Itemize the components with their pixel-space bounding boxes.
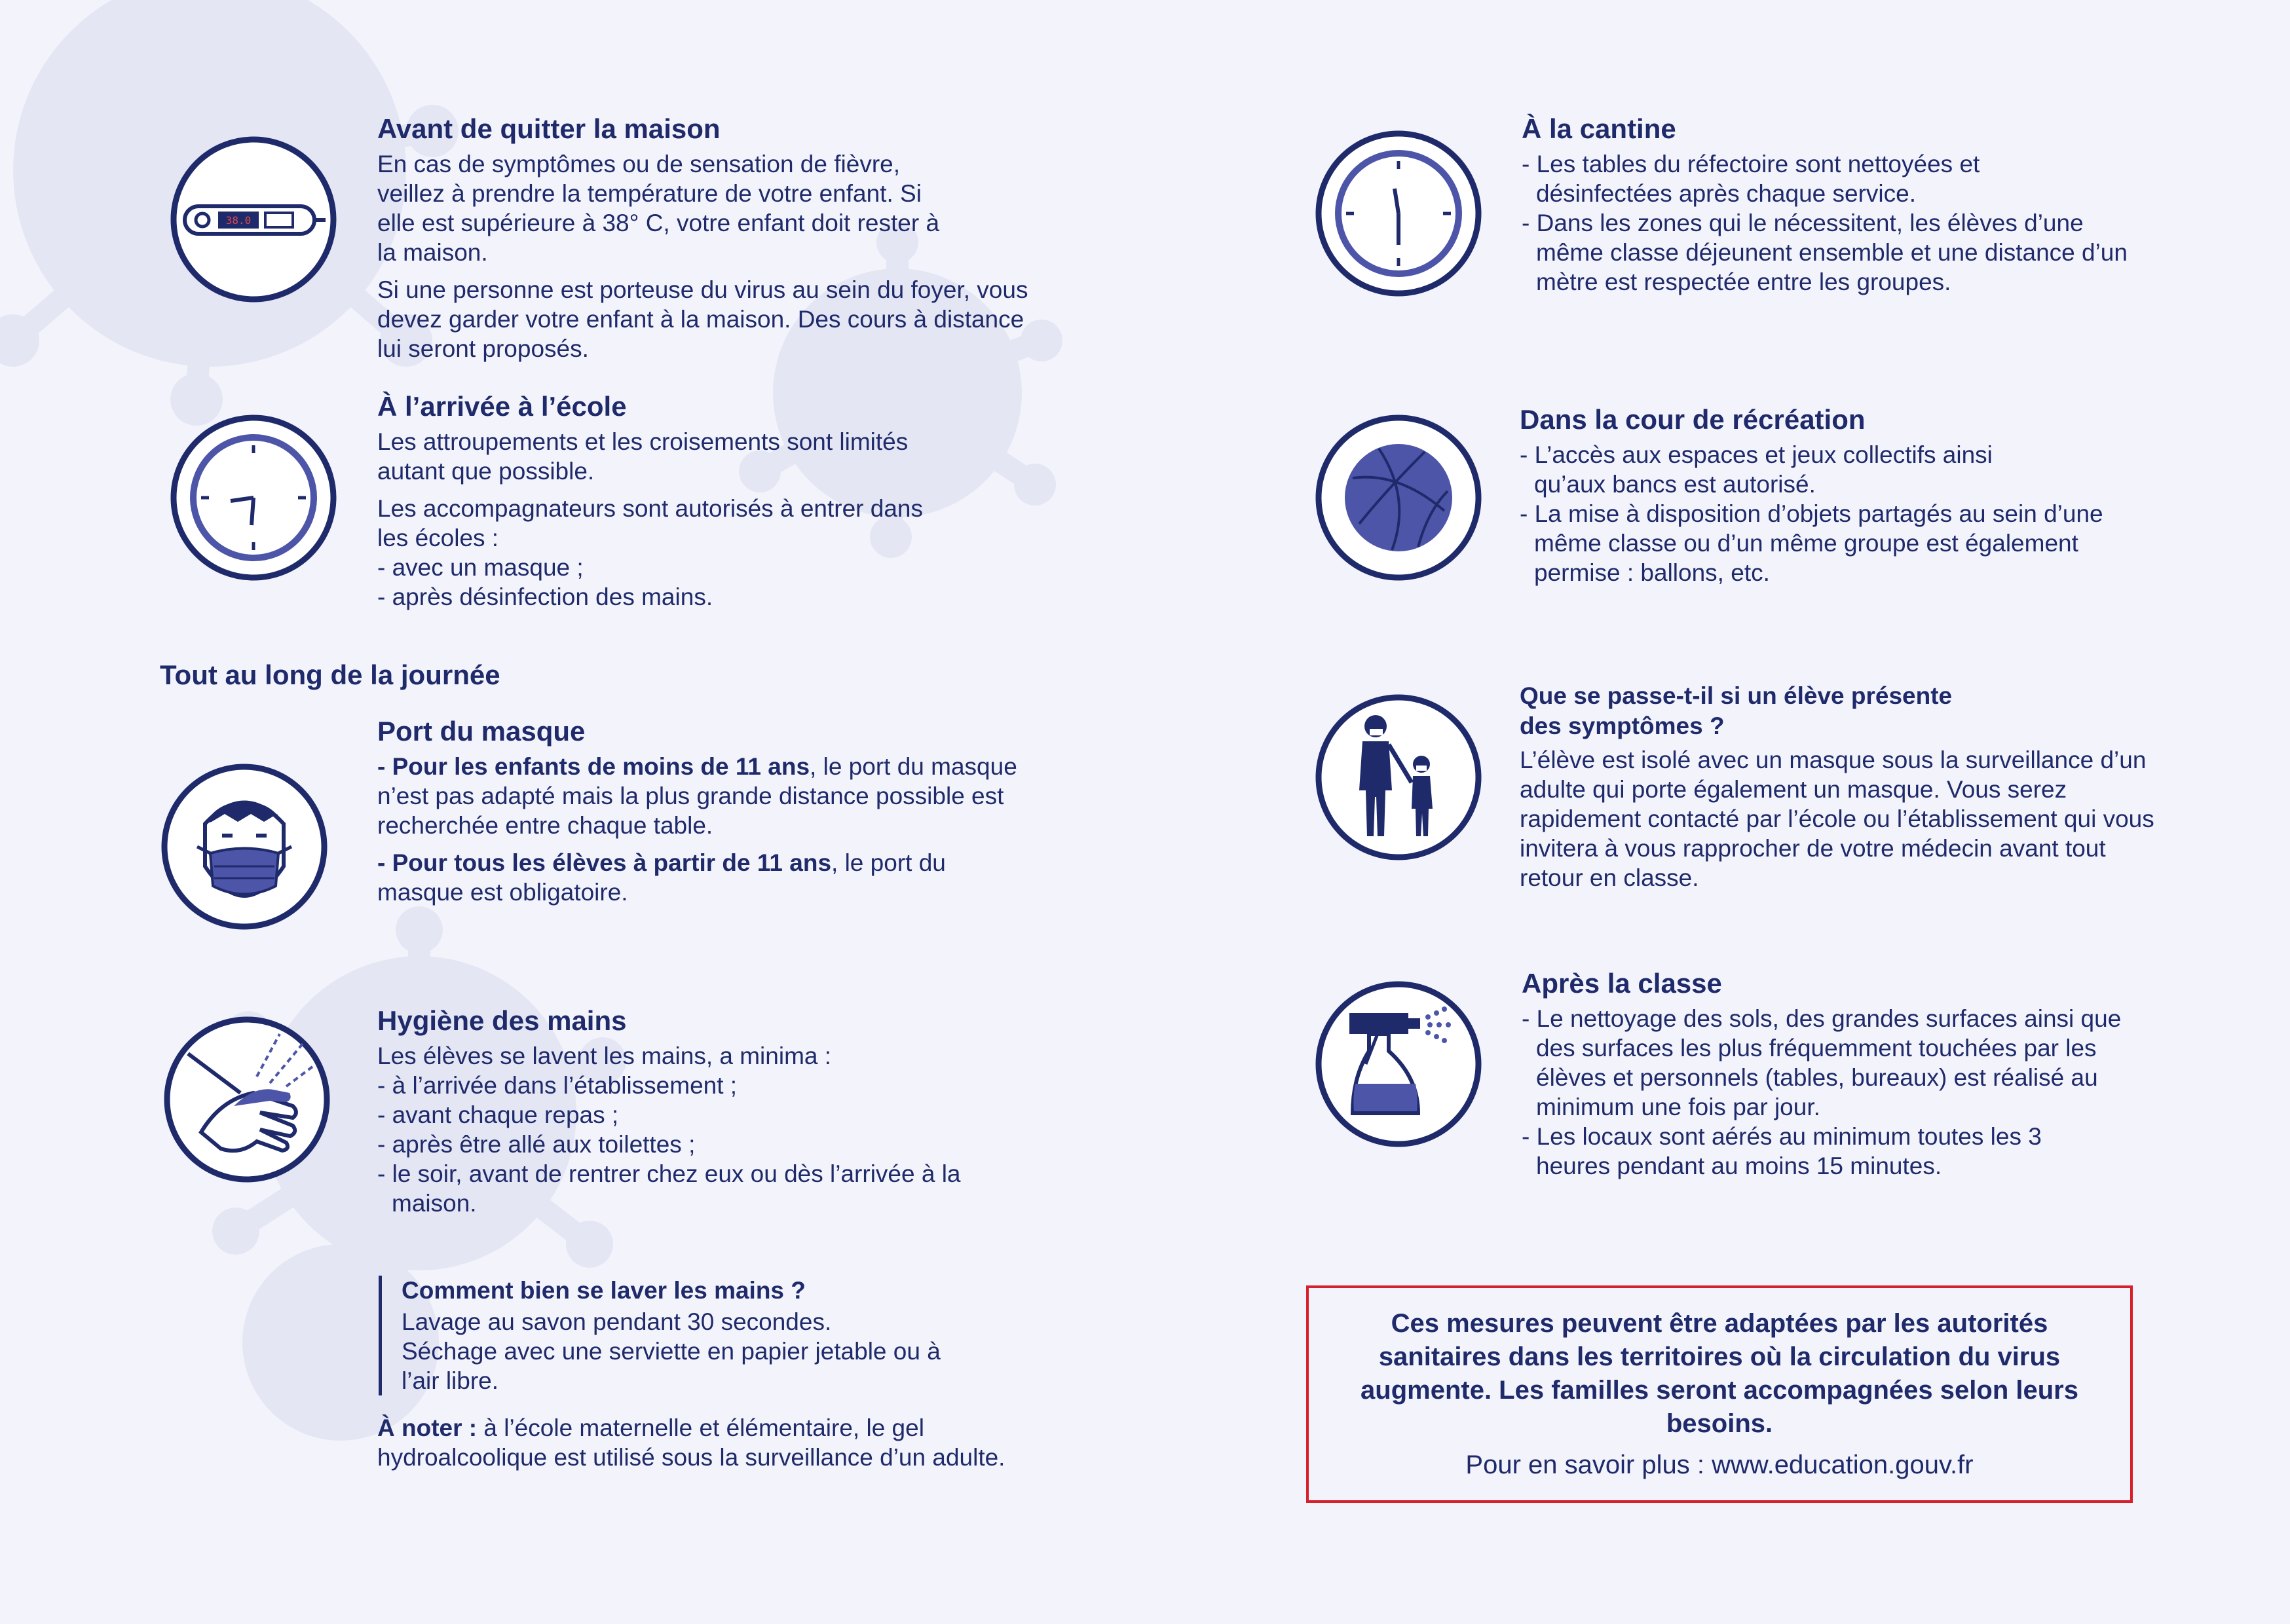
canteen-title: À la cantine [1522, 113, 1676, 144]
home-paragraph-1: En cas de symptômes ou de sensation de fièvre, veillez à prendre la température de votre enfant. Si elle est supérieure à 38° C, votre enfant doit rester à la maison. [377, 151, 940, 266]
arrival-title: À l’arrivée à l’école [377, 391, 627, 422]
arrival-paragraph-2: Les accompagnateurs sont autorisés à entrer dans les écoles : [377, 495, 923, 551]
note-text: à l’école maternelle et élémentaire, le gel hydroalcoolique est utilisé sous la surveillance d’un adulte. [377, 1414, 1005, 1471]
section-playground [1520, 402, 2149, 587]
tip-line-1: Lavage au savon pendant 30 secondes. [402, 1308, 832, 1335]
section-arrival [377, 389, 1019, 612]
home-paragraph-2: Si une personne est porteuse du virus au sein du foyer, vous devez garder votre enfant à la maison. Des cours à distance lui seront proposés. [377, 276, 1028, 362]
list-item: - à l’arrivée dans l’établissement ; [377, 1072, 738, 1099]
clock-icon [1313, 128, 1484, 299]
list-item: - avant chaque repas ; [377, 1101, 619, 1128]
tip-line-2: Séchage avec une serviette en papier jetable ou à l’air libre. [402, 1338, 941, 1394]
note-label: À noter : [377, 1414, 478, 1441]
mask-title: Port du masque [377, 716, 586, 747]
playground-title: Dans la cour de récréation [1520, 404, 1866, 435]
canteen-list [1522, 149, 2137, 297]
list-item: - après être allé aux toilettes ; [377, 1131, 696, 1158]
list-item: - Le nettoyage des sols, des grandes surfaces ainsi que des surfaces les plus fréquemment touchées par les élèves et personnels (tables, bureaux) est réalisé au minimum une fois par jour. [1522, 1005, 2122, 1120]
after-class-title: Après la classe [1522, 968, 1722, 999]
list-item: - avec un masque ; [377, 554, 584, 581]
list-item: - le soir, avant de rentrer chez eux ou dès l’arrivée à la maison. [377, 1160, 961, 1217]
list-item: - après désinfection des mains. [377, 583, 713, 610]
mask-over-11-text: , le port du masque est obligatoire. [377, 849, 946, 906]
section-mask [377, 714, 1032, 907]
face-mask-icon [159, 762, 329, 932]
hand-washing-icon [162, 1014, 332, 1185]
mask-under-11-label: - Pour les enfants de moins de 11 ans [377, 753, 810, 780]
mask-paragraph-1 [377, 752, 1026, 840]
hands-list [377, 1071, 986, 1218]
list-item: - Les tables du réfectoire sont nettoyées et désinfectées après chaque service. [1522, 151, 1980, 207]
list-item: - Dans les zones qui le nécessitent, les élèves d’une même classe déjeunent ensemble et une distance d’un mètre est respectée entre les groupes. [1522, 210, 2128, 295]
spray-bottle-icon [1313, 979, 1484, 1149]
list-item: - La mise à disposition d’objets partagés au sein d’une même classe ou d’un même groupe est également permise : ballons, etc. [1520, 500, 2103, 586]
arrival-paragraph-1: Les attroupements et les croisements sont limités autant que possible. [377, 428, 909, 485]
notice-link-text: Pour en savoir plus : www.education.gouv.fr [1465, 1450, 1974, 1479]
mask-over-11-label: - Pour tous les élèves à partir de 11 ans [377, 849, 832, 876]
after-class-list [1522, 1004, 2124, 1181]
ball-icon [1313, 413, 1484, 583]
tip-title: Comment bien se laver les mains ? [402, 1277, 806, 1304]
thermometer-icon [168, 134, 339, 304]
symptoms-title: Que se passe-t-il si un élève présente des symptômes ? [1520, 682, 1953, 739]
mask-paragraph-2 [377, 848, 1006, 907]
arrival-list [377, 553, 1019, 612]
notice-bold-text: Ces mesures peuvent être adaptées par les autorités sanitaires dans les territoires où la circulation du virus augmente. Les familles seront accompagnées selon leurs besoins. [1361, 1308, 2078, 1438]
note [377, 1413, 1085, 1472]
section-symptoms [1520, 681, 2162, 893]
thermometer-reading: 38.0 [225, 214, 252, 227]
adult-child-icon [1313, 692, 1484, 862]
list-item: - Les locaux sont aérés au minimum toutes les 3 heures pendant au moins 15 minutes. [1522, 1123, 2042, 1179]
notice-box [1306, 1285, 2133, 1503]
hands-intro: Les élèves se lavent les mains, a minima : [377, 1043, 832, 1069]
list-item: - L’accès aux espaces et jeux collectifs ainsi qu’aux bancs est autorisé. [1520, 441, 1993, 498]
symptoms-text: L’élève est isolé avec un masque sous la surveillance d’un adulte qui porte également un masque. Vous serez rapidement contacté par l’école ou l’établissement qui vous invitera à vous rapprocher de votre médecin avant tout retour en classe. [1520, 747, 2154, 891]
playground-list [1520, 440, 2122, 587]
handwashing-tip [379, 1276, 1057, 1395]
hands-title: Hygiène des mains [377, 1005, 627, 1036]
home-title: Avant de quitter la maison [377, 113, 721, 144]
mask-under-11-text: , le port du masque n’est pas adapté mais la plus grande distance possible est recherchée entre chaque table. [377, 753, 1017, 839]
day-section-title: Tout au long de la journée [160, 659, 500, 690]
section-after-class [1522, 966, 2150, 1181]
section-hands [377, 1003, 1032, 1218]
section-canteen [1522, 111, 2150, 297]
section-home [377, 111, 1032, 363]
clock-icon [168, 413, 339, 583]
